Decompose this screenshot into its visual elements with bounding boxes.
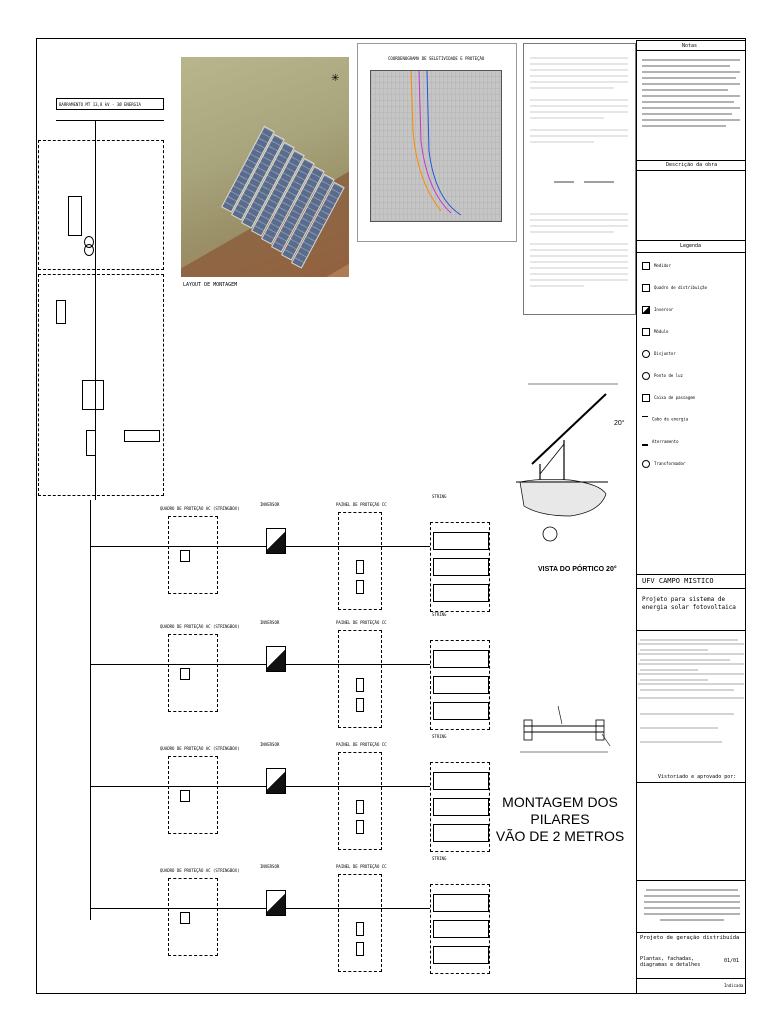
portico-title: VISTA DO PÓRTICO 20° [538,566,617,573]
descricao-rule-2 [636,170,746,171]
inverter-label: INVERSOR [260,864,280,869]
junction-box-icon [642,394,650,402]
info-table-lines [638,634,744,764]
tilt-angle-label: 20° [614,420,625,427]
curve-b [419,71,451,213]
memo-text-lines [524,44,635,314]
project-rule [636,574,746,575]
inverter-label: INVERSOR [260,742,280,747]
ac-protection-box [168,878,218,956]
qd-label: QUADRO DE PROTEÇÃO AC (STRINGBOX) [160,868,240,873]
pillar-title [490,794,630,845]
aerial-photo [181,57,349,277]
disclaimer-lines [640,886,744,926]
dc-fuse [356,698,364,712]
light-point-icon [642,372,650,380]
portico-drawing [510,374,634,574]
dc-panel-label: PAINEL DE PROTEÇÃO CC [336,742,387,747]
ac-breaker [180,790,190,802]
ac-protection-box [168,516,218,594]
meter-icon [642,262,650,270]
sheet-number: 01/01 [724,958,740,964]
inverter-icon [642,306,650,314]
scale-value: Indicada [724,983,744,988]
legenda-rule [636,240,746,241]
consumer-load-box [124,430,160,442]
breaker-icon [642,350,650,358]
pv-string-label: STRING [432,856,447,861]
inverter-symbol [266,528,286,554]
calculation-memo-panel [523,43,636,315]
busbar-line [56,120,164,121]
pv-module-row [433,558,489,576]
pv-string-label: STRING [432,494,447,499]
inverter-symbol [266,646,286,672]
legend-item: Ponto de luz [642,372,683,386]
approval-rule [636,782,746,783]
sheet-subtitle: Plantas, fachadas, diagramas e detalhes [640,956,701,968]
titleblock-rule-2 [636,978,746,979]
chart-curves [371,71,501,221]
notes-lines [640,54,744,154]
pv-string-label: STRING [432,612,447,617]
qd-label: QUADRO DE PROTEÇÃO AC (STRINGBOX) [160,624,240,629]
legend-item: Aterramento [642,438,679,452]
dc-fuse [356,678,364,692]
relay-block [68,196,82,236]
pv-module-row [433,946,489,964]
project-name: UFV CAMPO MISTICO [642,577,714,585]
ground-icon [642,438,648,446]
sheet-title: Projeto de geração distribuída [640,935,740,941]
ac-bus-vertical [90,500,91,920]
info-rule [636,630,746,631]
dc-fuse [356,820,364,834]
qgbt-block [82,380,104,410]
curve-c [427,71,461,215]
pillar-drawing [518,696,630,776]
legend-item: Disjuntor [642,350,676,364]
transformer-icon [642,460,650,468]
dc-fuse [356,922,364,936]
compass-icon: ✳ [331,73,340,84]
module-icon [642,328,650,336]
inverter-symbol [266,768,286,794]
inverter-label: INVERSOR [260,620,280,625]
protection-block [86,430,96,456]
distribution-board-icon [642,284,650,292]
dc-fuse [356,560,364,574]
legenda-header: Legenda [680,243,702,249]
pillar-title-line2: VÃO DE 2 METROS [495,828,625,844]
legend-item: Medidor [642,262,671,276]
pv-module-row [433,584,489,602]
qd-label: QUADRO DE PROTEÇÃO AC (STRINGBOX) [160,746,240,751]
ac-breaker [180,668,190,680]
approval-label: Vistoriado e aprovado por: [658,774,737,780]
barramento-label: BARRAMENTO MT 13,8 kV - 3Ø ENERGIA [59,102,141,107]
ac-breaker [180,912,190,924]
titleblock-rule [636,932,746,933]
disclaimer-rule [636,880,746,881]
meter-block [56,300,66,324]
legend-item: Quadro de distribuição [642,284,707,298]
aerial-caption: LAYOUT DE MONTAGEM [183,282,238,288]
pillar-title-line1: MONTAGEM DOS PILARES [502,794,618,827]
inverter-label: INVERSOR [260,502,280,507]
legend-item: Módulo [642,328,668,342]
pv-string-label: STRING [432,734,447,739]
dc-fuse [356,942,364,956]
pv-module-row [433,650,489,668]
project-description: Projeto para sistema de energia solar fotovoltaica [642,596,736,611]
pv-module-row [433,772,489,790]
curve-a [411,71,441,211]
pv-module-row [433,920,489,938]
inverter-symbol [266,890,286,916]
qd-label: QUADRO DE PROTEÇÃO AC (STRINGBOX) [160,506,240,511]
ac-breaker [180,550,190,562]
dc-fuse [356,580,364,594]
mt-cabin-frame [38,140,164,270]
dc-panel-label: PAINEL DE PROTEÇÃO CC [336,620,387,625]
pv-module-row [433,824,489,842]
chart-title: COORDENOGRAMA DE SELETIVIDADE E PROTEÇÃO [388,56,485,61]
legend-item: Caixa de passagem [642,394,695,408]
legenda-rule-2 [636,252,746,253]
barramento-box [56,98,164,110]
coordination-chart [357,43,517,242]
dc-panel-label: PAINEL DE PROTEÇÃO CC [336,864,387,869]
legend-item: Transformador [642,460,685,474]
descricao-rule [636,160,746,161]
legend-list [638,262,744,572]
ac-protection-box [168,756,218,834]
pv-module-row [433,702,489,720]
notes-header: Notas [682,43,698,49]
legend-item: Cabo de energia [642,416,688,430]
notes-header-rule [636,50,746,51]
transformer-symbol-2 [84,244,94,256]
project-rule-2 [636,588,746,589]
pv-module-row [433,532,489,550]
ac-protection-box [168,634,218,712]
chart-plot-area [370,70,502,222]
dc-fuse [356,800,364,814]
dc-panel-label: PAINEL DE PROTEÇÃO CC [336,502,387,507]
pv-module-row [433,894,489,912]
legend-item: Inversor [642,306,673,320]
pv-module-row [433,676,489,694]
pv-module-row [433,798,489,816]
cable-icon [642,416,648,423]
descricao-header: Descrição da obra [666,162,718,168]
